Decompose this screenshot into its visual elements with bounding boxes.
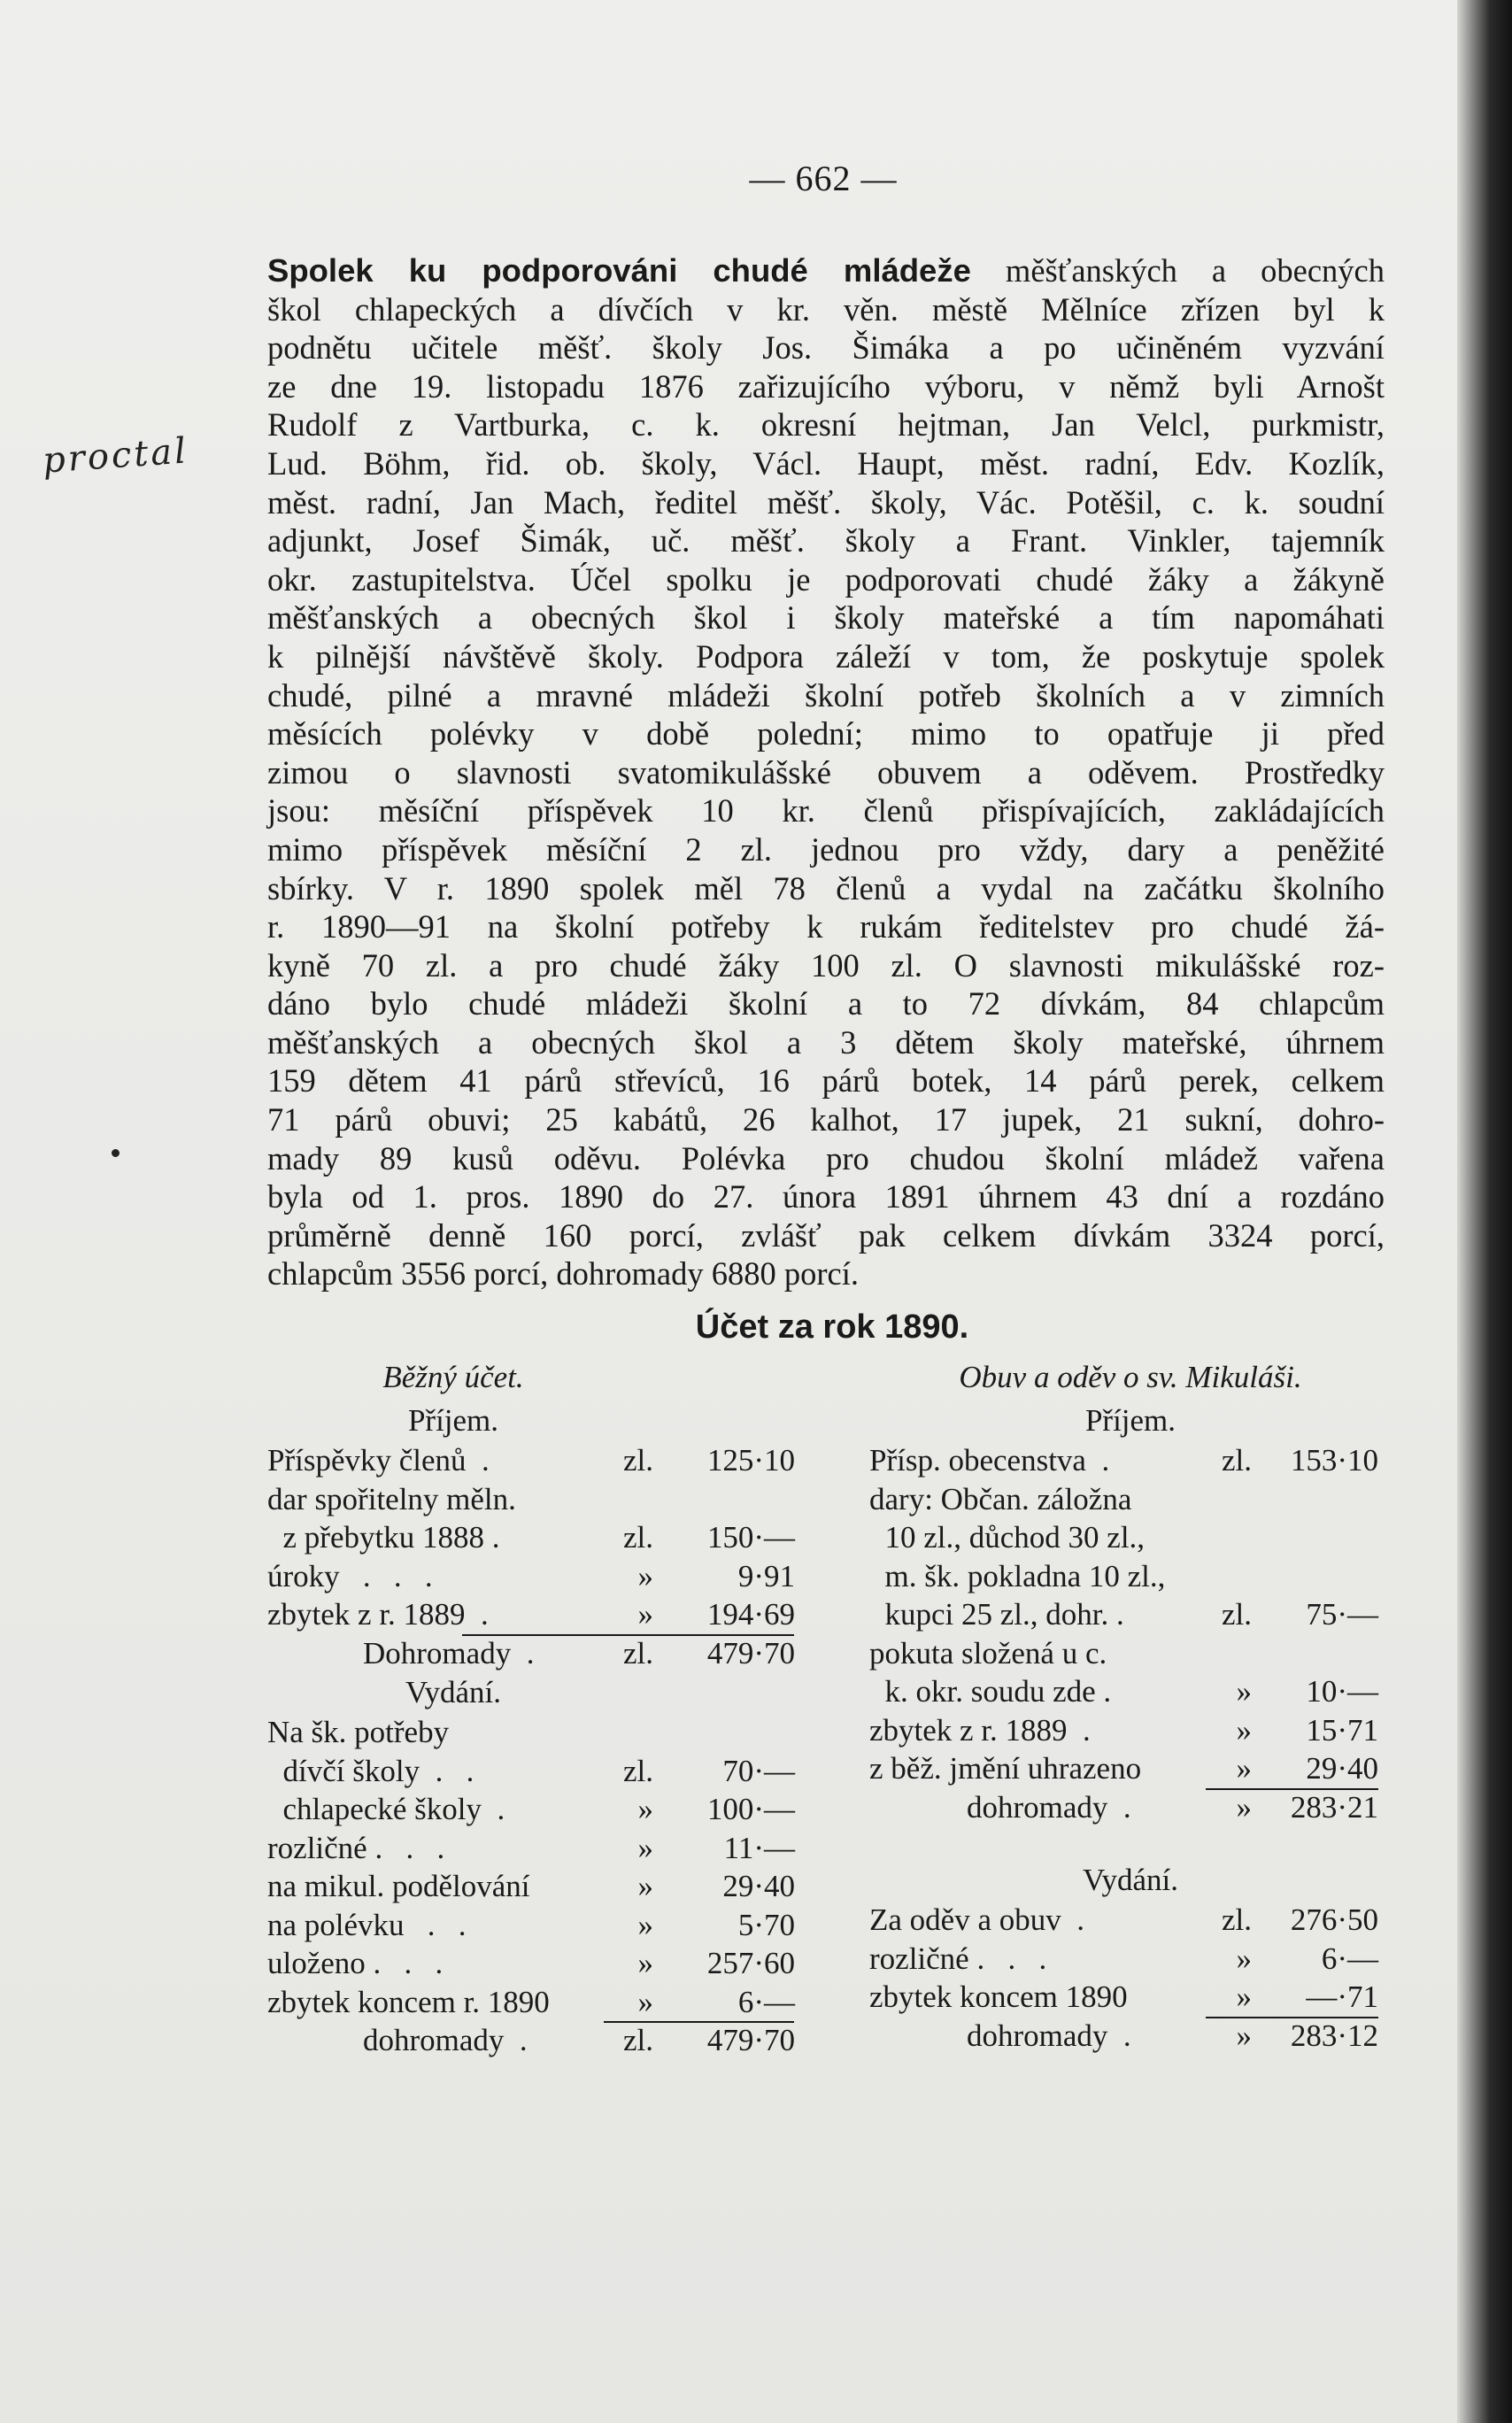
- row-label: rozličné . . .: [267, 1830, 445, 1865]
- row-amount: 75·—: [1306, 1597, 1378, 1632]
- row-amount: 6·—: [737, 1984, 795, 2019]
- account-row: [267, 1713, 798, 1752]
- account-row: [267, 1480, 798, 1519]
- row-label: rozličné . . .: [869, 1941, 1047, 1976]
- account-row: [869, 1672, 1392, 1711]
- paragraph-line: dáno bylo chudé mládeži školní a to 72 dívkám, 84 chlapcům: [267, 985, 1385, 1022]
- row-label: kupci 25 zl., dohr. .: [869, 1597, 1124, 1632]
- row-label: chlapecké školy .: [267, 1792, 505, 1826]
- account-row: [869, 1634, 1392, 1673]
- row-label: m. šk. pokladna 10 zl.,: [869, 1558, 1166, 1593]
- expense-rows: [267, 1713, 798, 2021]
- book-edge-shadow: [1457, 0, 1512, 2423]
- account-row: [869, 1557, 1392, 1596]
- row-currency: »: [1236, 1979, 1252, 2014]
- row-amount: 70·—: [722, 1753, 795, 1788]
- paragraph-line: zimou o slavnosti svatomikulášské obuvem a oděvem. Prostředky: [267, 753, 1385, 791]
- account-row: [267, 1829, 798, 1868]
- row-amount: 9·91: [737, 1558, 795, 1593]
- row-currency: zl.: [622, 1753, 653, 1788]
- row-label: úroky . . .: [267, 1558, 433, 1593]
- current-account-title: Běžný účet.: [382, 1360, 524, 1394]
- paragraph-line: měšťanských a obecných škol i školy mateřské a tím napomáhati: [267, 599, 1385, 637]
- row-label: zbytek z r. 1889 .: [267, 1597, 489, 1632]
- row-currency: »: [1236, 1751, 1252, 1786]
- row-label: Na šk. potřeby: [267, 1715, 450, 1749]
- account-row: [267, 1867, 798, 1906]
- paragraph-line: Rudolf z Vartburka, c. k. okresní hejtman, Jan Velcl, purkmistr,: [267, 406, 1385, 444]
- row-amount: 125·10: [706, 1443, 795, 1478]
- row-currency: »: [637, 1792, 653, 1826]
- paragraph-line: jsou: měsíční příspěvek 10 kr. členů přispívajících, zakládajících: [267, 792, 1385, 830]
- ink-dot: [112, 1149, 120, 1157]
- account-row: [869, 1711, 1392, 1750]
- paragraph-line: měst. radní, Jan Mach, ředitel měšť. školy, Vác. Potěšil, c. k. soudní: [267, 483, 1385, 521]
- paragraph-line: průměrně denně 160 porcí, zvlášť pak celkem dívkám 3324 porcí,: [267, 1216, 1385, 1254]
- paragraph-line: měšťanských a obecných škol a 3 dětem školy mateřské, úhrnem: [267, 1023, 1385, 1061]
- account-row: [267, 1752, 798, 1791]
- row-currency: zl.: [1221, 1597, 1252, 1632]
- row-currency: »: [637, 1984, 653, 2019]
- paragraph-line: r. 1890—91 na školní potřeby k rukám ředitelstev pro chudé žá-: [267, 908, 1385, 945]
- paragraph-line: 159 dětem 41 párů střevíců, 16 párů botek, 14 párů perek, celkem: [267, 1062, 1385, 1100]
- handwritten-margin-note: proctal: [41, 430, 190, 482]
- row-amount: 100·—: [706, 1792, 795, 1826]
- paragraph-line: Lud. Böhm, řid. ob. školy, Václ. Haupt, měst. radní, Edv. Kozlík,: [267, 444, 1385, 482]
- row-label: dívčí školy . .: [267, 1753, 474, 1788]
- paragraph-line: Spolek ku podporováni chudé mládeže měšťanských a obecných: [267, 252, 1385, 289]
- income-rows: [267, 1441, 798, 1634]
- account-row: [869, 1940, 1392, 1979]
- row-currency: »: [637, 1907, 653, 1942]
- row-currency: »: [637, 1946, 653, 1980]
- expense-total-row: dohromady . zl. 479·70: [363, 2023, 795, 2057]
- income-total-row: Dohromady . zl. 479·70: [363, 1635, 795, 1671]
- row-amount: 194·69: [706, 1597, 795, 1632]
- account-title: Účet za rok 1890.: [695, 1308, 969, 1346]
- clothing-account-column: [869, 1354, 1392, 2055]
- account-row: [869, 1595, 1392, 1634]
- expense-heading: Vydání.: [1083, 1863, 1178, 1897]
- account-row: [869, 1978, 1392, 2017]
- row-label: na polévku . .: [267, 1907, 467, 1942]
- row-currency: »: [637, 1597, 653, 1632]
- account-row: [267, 1944, 798, 1983]
- paragraph-line: mady 89 kusů oděvu. Polévka pro chudou školní mládež vařena: [267, 1139, 1385, 1177]
- row-currency: zl.: [1221, 1443, 1252, 1478]
- paragraph-line: kyně 70 zl. a pro chudé žáky 100 zl. O slavnosti mikulášské roz-: [267, 946, 1385, 984]
- row-amount: 150·—: [706, 1520, 795, 1555]
- row-label: dary: Občan. záložna: [869, 1481, 1132, 1516]
- account-row: [869, 1518, 1392, 1557]
- paragraph-line: škol chlapeckých a dívčích v kr. věn. městě Mělníce zřízen byl k: [267, 290, 1385, 328]
- paragraph-line: sbírky. V r. 1890 spolek měl 78 členů a vydal na začátku školního: [267, 869, 1385, 907]
- row-label: z běž. jmění uhrazeno: [869, 1751, 1142, 1786]
- row-label: 10 zl., důchod 30 zl.,: [869, 1520, 1146, 1555]
- paragraph-line: chlapcům 3556 porcí, dohromady 6880 porcí.: [267, 1255, 859, 1293]
- account-row: [869, 1749, 1392, 1788]
- row-currency: zl.: [1221, 1902, 1252, 1937]
- row-amount: 15·71: [1306, 1712, 1378, 1748]
- body-paragraph: [267, 251, 1385, 1293]
- paragraph-lead-heading: Spolek ku podporováni chudé mládeže: [267, 252, 971, 289]
- row-amount: —·71: [1306, 1979, 1378, 2014]
- account-row: [267, 1790, 798, 1829]
- income-rows: [869, 1441, 1392, 1788]
- account-row: [267, 1906, 798, 1945]
- paragraph-line: podnětu učitele měšť. školy Jos. Šimáka a po učiněném vyzvání: [267, 329, 1385, 367]
- row-amount: 29·40: [1306, 1751, 1378, 1786]
- row-amount: 11·—: [723, 1830, 795, 1865]
- paragraph-line: chudé, pilné a mravné mládeži školní potřeb školních a v zimních: [267, 676, 1385, 714]
- expense-rows: [869, 1901, 1392, 2017]
- paragraph-line: měsících polévky v době polední; mimo to opatřuje ji před: [267, 715, 1385, 752]
- row-label: z přebytku 1888 .: [267, 1520, 500, 1555]
- account-row: [267, 1518, 798, 1557]
- account-row: [267, 1441, 798, 1480]
- row-label: zbytek koncem r. 1890: [267, 1984, 550, 2019]
- row-amount: 5·70: [737, 1907, 795, 1942]
- paragraph-line: mimo příspěvek měsíční 2 zl. jednou pro vždy, dary a peněžité: [267, 830, 1385, 868]
- row-label: dar spořitelny měln.: [267, 1481, 516, 1516]
- paragraph-line: ze dne 19. listopadu 1876 zařizujícího výboru, v němž byli Arnošt: [267, 367, 1385, 405]
- row-amount: 276·50: [1290, 1902, 1378, 1937]
- row-label: k. okr. soudu zde .: [869, 1674, 1112, 1709]
- account-row: [267, 1983, 798, 2022]
- paragraph-line: okr. zastupitelstva. Účel spolku je podporovati chudé žáky a žákyně: [267, 560, 1385, 598]
- row-amount: 29·40: [722, 1869, 795, 1903]
- row-amount: 6·—: [1321, 1941, 1378, 1976]
- paragraph-line: 71 párů obuvi; 25 kabátů, 26 kalhot, 17 jupek, 21 sukní, dohro-: [267, 1101, 1385, 1138]
- row-label: Přísp. obecenstva .: [869, 1443, 1110, 1478]
- row-currency: »: [637, 1869, 653, 1903]
- row-currency: »: [1236, 1941, 1252, 1976]
- row-amount: 153·10: [1290, 1443, 1378, 1478]
- expense-total-row: dohromady . » 283·12: [967, 2018, 1378, 2053]
- row-amount: 257·60: [706, 1946, 795, 1980]
- account-row: [869, 1901, 1392, 1940]
- row-label: uloženo . . .: [267, 1946, 444, 1980]
- row-currency: zl.: [622, 1443, 653, 1478]
- row-label: Příspěvky členů .: [267, 1443, 490, 1478]
- row-label: zbytek koncem 1890: [869, 1979, 1128, 2014]
- row-label: na mikul. podělování: [267, 1869, 530, 1903]
- row-amount: 10·—: [1306, 1674, 1378, 1709]
- paragraph-line: byla od 1. pros. 1890 do 27. února 1891 úhrnem 43 dní a rozdáno: [267, 1178, 1385, 1215]
- income-total-row: dohromady . » 283·21: [967, 1789, 1378, 1825]
- current-account-column: [267, 1354, 798, 2060]
- account-row: [869, 1480, 1392, 1519]
- account-row: [267, 1595, 798, 1634]
- income-heading: Příjem.: [1084, 1403, 1176, 1438]
- clothing-account-title: Obuv a oděv o sv. Mikuláši.: [959, 1360, 1302, 1394]
- row-label: pokuta složená u c.: [869, 1635, 1107, 1671]
- income-heading: Příjem.: [407, 1403, 499, 1438]
- expense-heading: Vydání.: [405, 1675, 501, 1709]
- row-currency: »: [637, 1558, 653, 1593]
- row-currency: »: [637, 1830, 653, 1865]
- paragraph-line: k pilnější návštěvě školy. Podpora záleží v tom, že poskytuje spolek: [267, 637, 1385, 675]
- row-currency: zl.: [622, 1520, 653, 1555]
- row-label: Za oděv a obuv .: [869, 1902, 1084, 1937]
- account-row: [869, 1441, 1392, 1480]
- row-currency: »: [1236, 1674, 1252, 1709]
- account-row: [267, 1557, 798, 1596]
- paragraph-line: adjunkt, Josef Šimák, uč. měšť. školy a Frant. Vinkler, tajemník: [267, 522, 1385, 559]
- row-label: zbytek z r. 1889 .: [869, 1712, 1091, 1748]
- row-currency: »: [1236, 1712, 1252, 1748]
- page-number: — 662 —: [749, 158, 898, 198]
